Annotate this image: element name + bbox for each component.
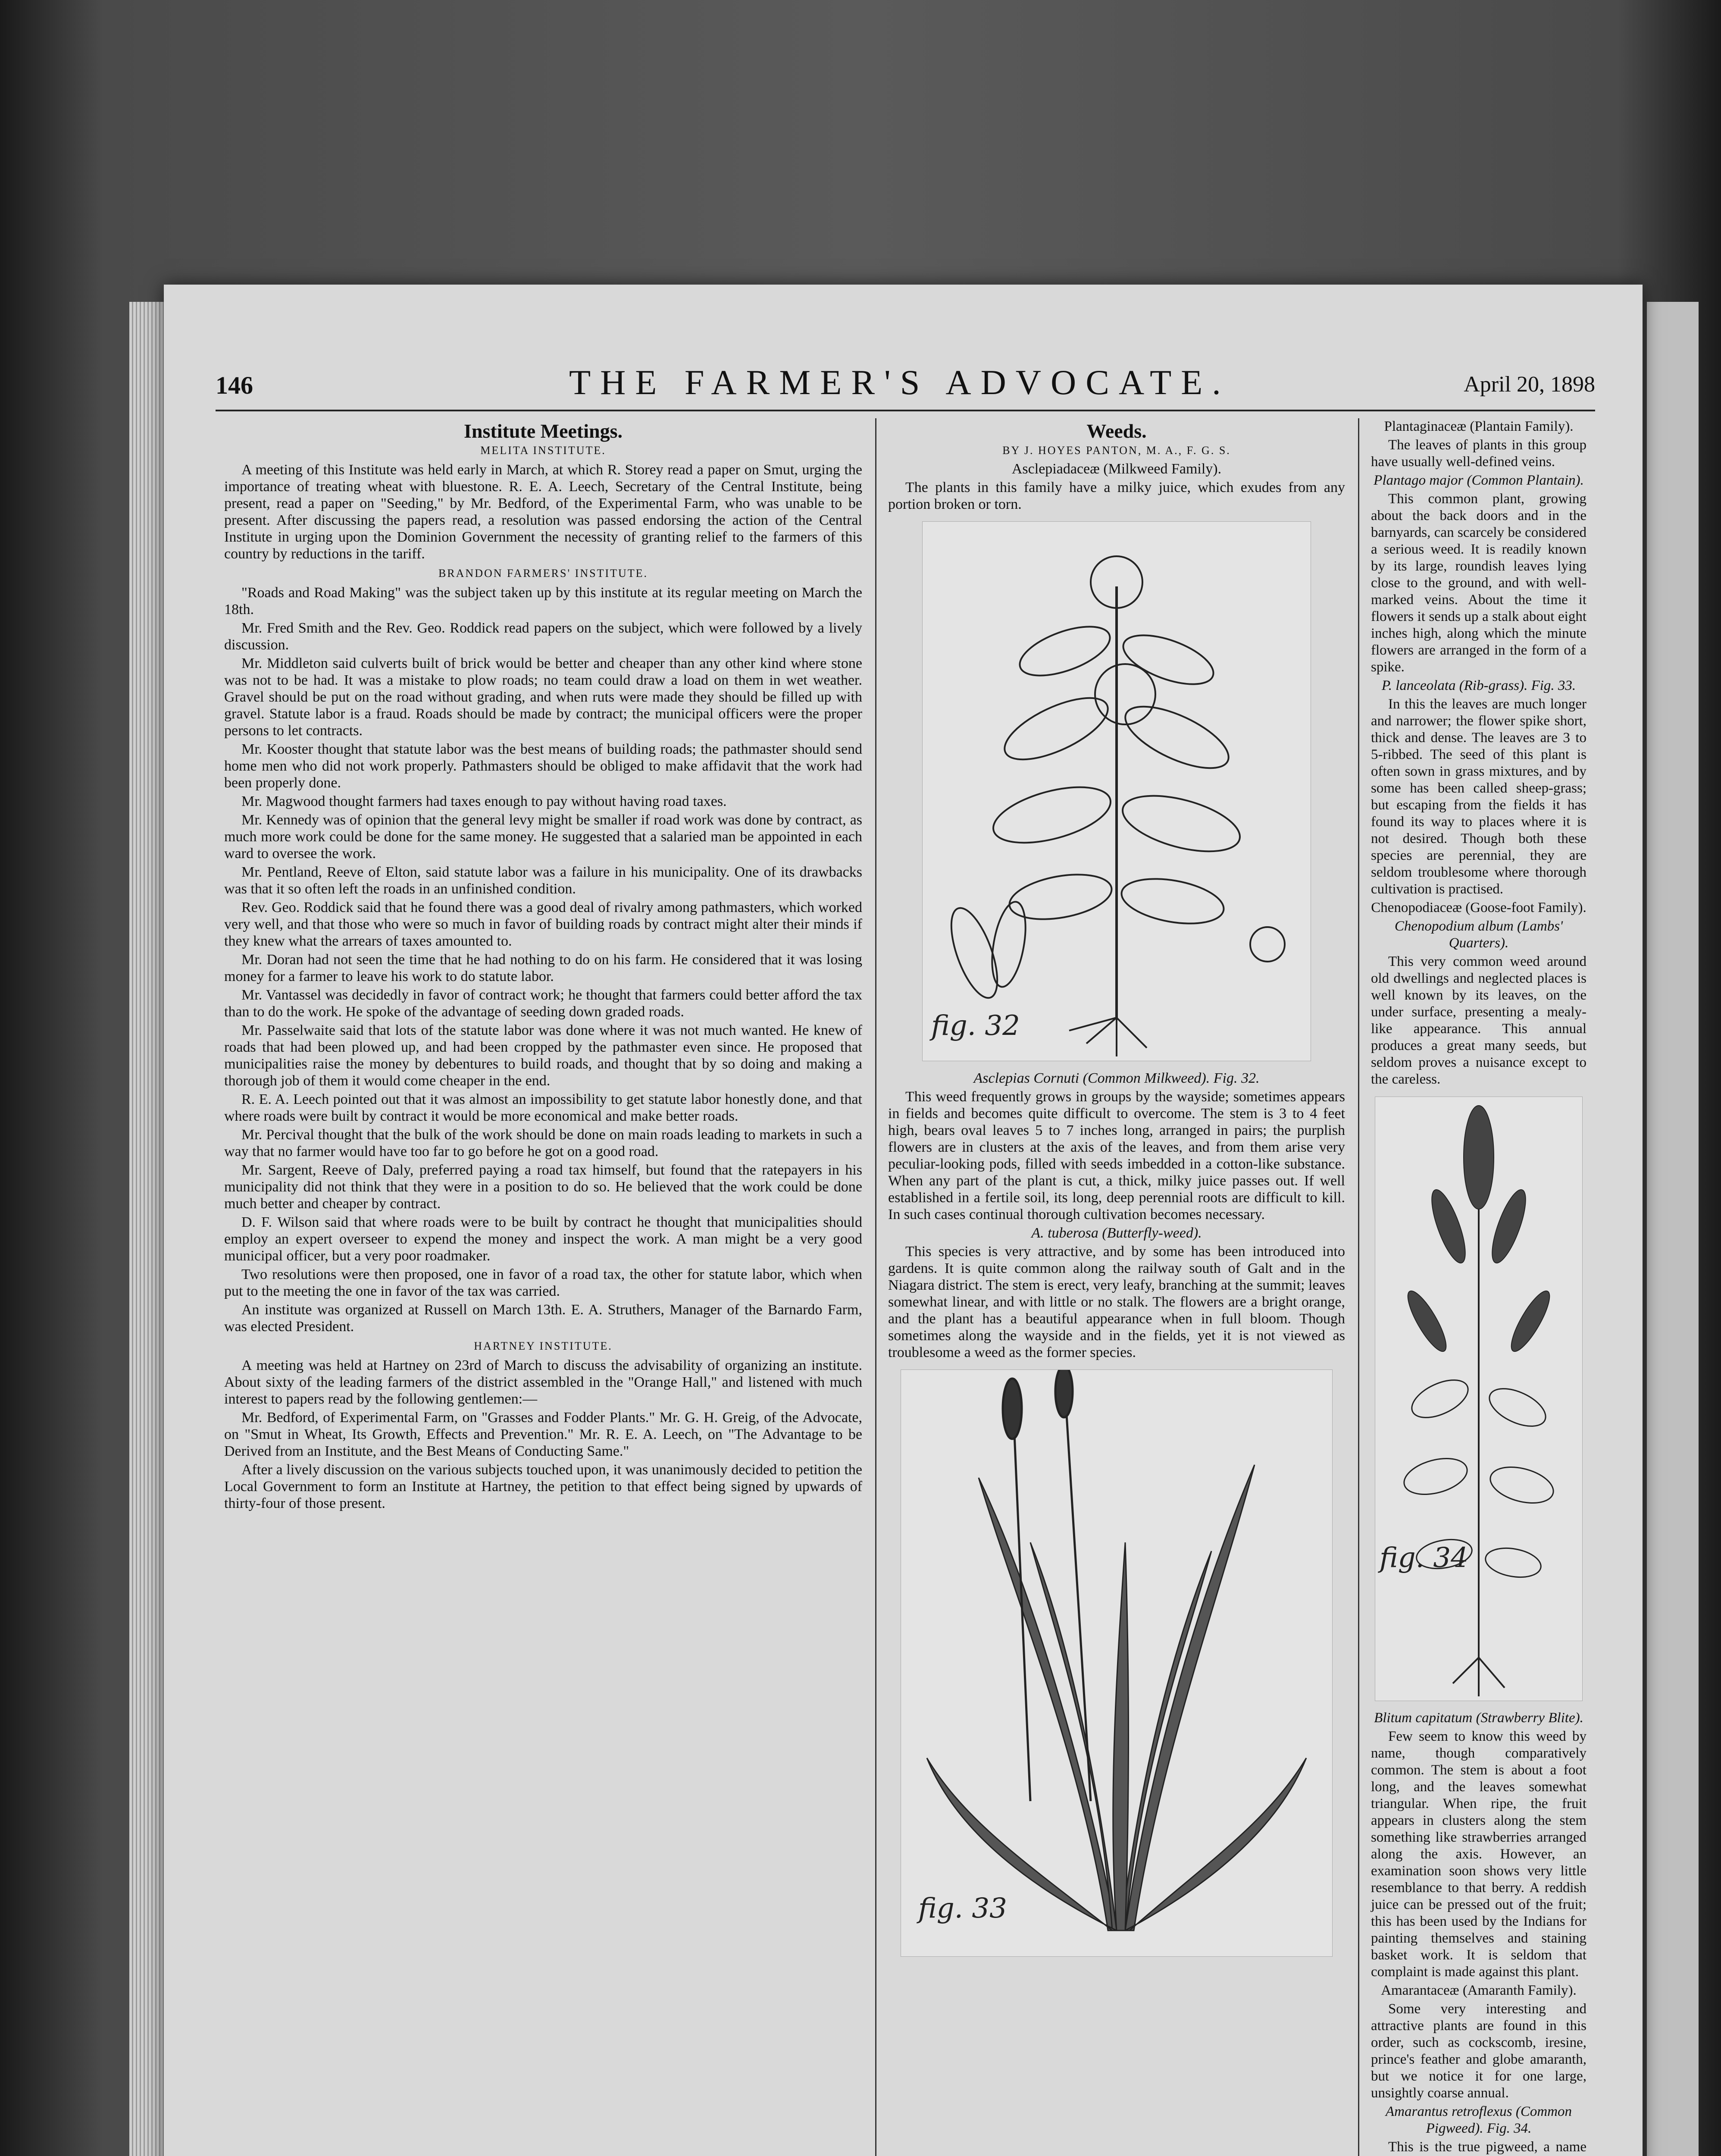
paragraph: This common plant, growing about the back doors and in the barnyards, can scarcely be considered a serious weed. It is readily known by its large, roundish leaves lying close to the ground, and with well-marked veins. About the time it flowers it sends up a stalk about eight inches high, along which the minute flowers are arranged in the form of a spike. [1371, 491, 1586, 675]
species-heading: P. lanceolata (Rib-grass). Fig. 33. [1381, 678, 1576, 693]
species-heading: A. tuberosa (Butterfly-weed). [1031, 1225, 1202, 1241]
page-header [216, 362, 1595, 401]
column-divider-2 [1358, 418, 1359, 2156]
paragraph: The leaves of plants in this group have usually well-defined veins. [1371, 437, 1586, 470]
figure-label: fig. 33 [918, 1893, 1007, 1924]
species-heading: Blitum capitatum (Strawberry Blite). [1374, 1710, 1583, 1726]
paragraph: Rev. Geo. Roddick said that he found there was a good deal of rivalry among pathmasters, which worked very well, and that those who were so much in favor of building roads by contract might alter their minds if they knew what the arrears of taxes amounted to. [224, 899, 862, 949]
paragraph: Mr. Bedford, of Experimental Farm, on "Grasses and Fodder Plants." Mr. G. H. Greig, of the Advocate, on "Smut in Wheat, Its Growth, Effects and Prevention." Mr. R. E. A. Leech, on "The Advantage to be Derived from an Institute, and the Best Means of Conducting Same." [224, 1410, 862, 1459]
section-head: BRANDON FARMERS' INSTITUTE. [438, 567, 648, 580]
paragraph: Mr. Kooster thought that statute labor was the best means of building roads; the pathmaster should send home men who did not work properly. Pathmasters should be obliged to make affidavit that the work had been properly done. [224, 741, 862, 791]
paragraph: This species is very attractive, and by some has been introduced into gardens. It is quite common along the railway south of Galt and in the Niagara district. The stem is erect, very leafy, branching at the summit; leaves somewhat linear, and with little or no stalk. The flowers are a bright orange, and the plant has a beautiful appearance when in full bloom. Though sometimes along the wayside and in the fields, yet it is not viewed as troublesome a weed as the former species. [888, 1244, 1345, 1360]
paragraph: Mr. Sargent, Reeve of Daly, preferred paying a road tax himself, but found that the ratepayers in his municipality did not think that they were in a position to do so. He believed that the work could be done much better and cheaper by contract. [224, 1162, 862, 1212]
paragraph: Few seem to know this weed by name, though comparatively common. The stem is about a foot long, and the leaves somewhat triangular. When ripe, the fruit appears in clusters along the stem something like strawberries arranged along the axis. However, an examination soon shows very little resemblance to that berry. A reddish juice can be pressed out of the fruit; this has been used by the Indians for painting themselves and staining basket work. It is seldom that complaint is made against this plant. [1371, 1729, 1586, 1980]
column-weeds [888, 418, 1345, 1965]
header-rule [216, 410, 1595, 411]
section-head: HARTNEY INSTITUTE. [474, 1340, 613, 1352]
paragraph: Mr. Percival thought that the bulk of the work should be done on main roads leading to markets in such a way that no farmer would have too far to go before he got on a good road. [224, 1127, 862, 1159]
page-number: 146 [216, 371, 253, 399]
pigweed-drawing [1375, 1097, 1582, 1701]
species-heading: Plantago major (Common Plantain). [1374, 473, 1584, 488]
paragraph: Mr. Passelwaite said that lots of the statute labor was done where it was not much wanted. He knew of roads that had been plowed up, and had been cropped by the pathmaster even since. He proposed that municipalities raise the money by debentures to build roads, and thought that by so doing and making a thorough job of them it would come cheaper in the end. [224, 1022, 862, 1089]
paragraph: This weed frequently grows in groups by the wayside; sometimes appears in fields and becomes quite difficult to overcome. The stem is 3 to 4 feet high, bears oval leaves 5 to 7 inches long, arranged in pairs; the purplish flowers are in clusters at the axis of the leaves, and from them arise very peculiar-looking pods, filled with seeds imbedded in a cotton-like substance. When any part of the plant is cut, a thick, milky juice passes out. If well established in a fertile soil, its long, deep perennial roots are difficult to kill. In such cases continual thorough cultivation becomes necessary. [888, 1089, 1345, 1222]
paragraph: Mr. Pentland, Reeve of Elton, said statute labor was a failure in his municipality. One of its drawbacks was that it so often left the roads in an unfinished condition. [224, 864, 862, 897]
paragraph: After a lively discussion on the various subjects touched upon, it was unanimously decided to petition the Local Government to form an Institute at Hartney, the petition to that effect being signed by upwards of thirty-four of those present. [224, 1462, 862, 1511]
family-heading: Asclepiadaceæ (Milkweed Family). [1011, 461, 1222, 477]
pigweed-illustration [1375, 1097, 1583, 1701]
article-title: Institute Meetings. [464, 420, 623, 442]
milkweed-drawing [923, 522, 1311, 1061]
paragraph: Mr. Magwood thought farmers had taxes enough to pay without having road taxes. [241, 793, 727, 809]
paragraph: An institute was organized at Russell on March 13th. E. A. Struthers, Manager of the Barnardo Farm, was elected President. [224, 1302, 862, 1335]
paragraph: This very common weed around old dwellings and neglected places is well known by its leaves, on the under surface, presenting a mealy-like appearance. This annual produces a great many seeds, but seldom proves a nuisance except to the careless. [1371, 954, 1586, 1087]
paragraph: A meeting was held at Hartney on 23rd of March to discuss the advisability of organizing an institute. About sixty of the leading farmers of the district assembled in the "Orange Hall," and listened with much interest to papers read by the following gentlemen:— [224, 1357, 862, 1407]
paragraph: This is the true pigweed, a name [1388, 2139, 1586, 2155]
paragraph: Mr. Fred Smith and the Rev. Geo. Roddick read papers on the subject, which were followed by a lively discussion. [224, 620, 862, 653]
figure-caption: Asclepias Cornuti (Common Milkweed). Fig. 32. [973, 1070, 1260, 1086]
paragraph: The plants in this family have a milky juice, which exudes from any portion broken or torn. [888, 479, 1345, 512]
paragraph: R. E. A. Leech pointed out that it was almost an impossibility to get statute labor honestly done, and that where roads were built by contract it would be more economical and make better roads. [224, 1091, 862, 1124]
paragraph: "Roads and Road Making" was the subject taken up by this institute at its regular meeting on March the 18th. [224, 585, 862, 617]
family-heading: Amarantaceæ (Amaranth Family). [1381, 1983, 1577, 1998]
paragraph: Mr. Kennedy was of opinion that the general levy might be smaller if road work was done by contract, as much more work could be done for the same money. He suggested that a salaried man be appointed in each ward to oversee the work. [224, 812, 862, 862]
figure-label: fig. 34 [1380, 1542, 1468, 1574]
column-divider-1 [875, 418, 876, 2156]
masthead: THE FARMER'S ADVOCATE. [569, 363, 1230, 402]
figure-label: fig. 32 [931, 1010, 1020, 1042]
family-heading: Chenopodiaceæ (Goose-foot Family). [1371, 900, 1586, 915]
section-head: MELITA INSTITUTE. [480, 444, 606, 457]
byline: BY J. HOYES PANTON, M. A., F. G. S. [1002, 444, 1231, 457]
article-title: Weeds. [1086, 420, 1147, 442]
plantain-illustration [901, 1369, 1333, 1957]
species-heading: Chenopodium album (Lambs' Quarters). [1394, 918, 1563, 951]
paragraph: A meeting of this Institute was held early in March, at which R. Storey read a paper on Smut, urging the importance of treating wheat with bluestone. R. E. A. Leech, Secretary of the Central Institute, being present, read a paper on "Seeding," by Mr. Bedford, of the Experimental Farm, who was unable to be present. After discussing the papers read, a resolution was passed endorsing the action of the Central Institute in urging upon the Dominion Government the necessity of granting relief to the farmers of this country by reductions in the tariff. [224, 462, 862, 562]
paragraph: Some very interesting and attractive plants are found in this order, such as cockscomb, iresine, prince's feather and globe amaranth, but we notice it for one large, unsightly coarse annual. [1371, 2001, 1586, 2101]
issue-date: April 20, 1898 [1464, 372, 1595, 397]
paragraph: Two resolutions were then proposed, one in favor of a road tax, the other for statute labor, which when put to the meeting the one in favor of the tax was carried. [224, 1266, 862, 1299]
newspaper-page [164, 285, 1643, 2156]
column-institute-meetings [224, 418, 862, 1514]
milkweed-illustration [922, 521, 1311, 1061]
paragraph: Mr. Doran had not seen the time that he had nothing to do on his farm. He considered that it was losing money for a farmer to leave his work to do statute labor. [224, 952, 862, 984]
family-heading: Plantaginaceæ (Plantain Family). [1384, 419, 1574, 434]
paragraph: D. F. Wilson said that where roads were to be built by contract he thought that municipalities should employ an expert overseer to expend the money and inspect the work. A man might be a very good municipal officer, but a very poor roadmaker. [224, 1214, 862, 1264]
paragraph: Mr. Vantassel was decidedly in favor of contract work; he thought that farmers could better afford the tax than to do the work. He spoke of the advantage of seeding down graded roads. [224, 987, 862, 1020]
facing-page-edge [1647, 302, 1699, 2156]
plantain-drawing [901, 1370, 1332, 1956]
book-spine [129, 302, 168, 2156]
species-heading: Amarantus retroflexus (Common Pigweed). Fig. 34. [1385, 2104, 1572, 2136]
paragraph: Mr. Middleton said culverts built of brick would be better and cheaper than any other kind where stone was not to be had. It was a mistake to plow roads; no team could draw a load on them in wet weather. Gravel should be put on the road without grading, and when ruts were made they should be filled up with gravel. Statute labor is a fraud. Roads should be made by contract; the municipal officers were the proper persons to let contracts. [224, 655, 862, 739]
column-weeds-continued [1371, 418, 1586, 2156]
paragraph: In this the leaves are much longer and narrower; the flower spike short, thick and dense. The leaves are 3 to 5-ribbed. The seed of this plant is often sown in grass mixtures, and by some has been called sheep-grass; but escaping from the fields it has found its way to places where it is not desired. Though both these species are perennial, they are seldom troublesome where thorough cultivation is practised. [1371, 696, 1586, 897]
